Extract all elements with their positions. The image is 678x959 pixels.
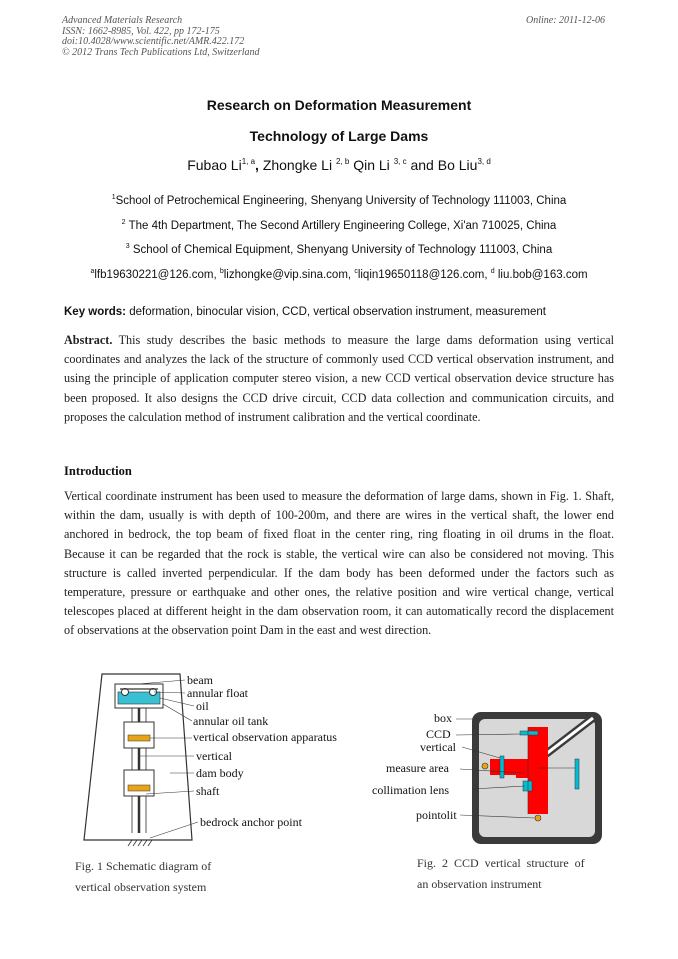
author-name: Fubao Li <box>187 157 242 173</box>
email-link[interactable]: liqin19650118@126.com <box>357 269 485 281</box>
email-link[interactable]: lfb19630221@126.com <box>94 269 214 281</box>
affiliation-text: School of Petrochemical Engineering, Shenyang University of Technology 111003, China <box>115 195 567 207</box>
figure-1-caption-line1: Fig. 1 Schematic diagram of <box>75 859 212 873</box>
online-date: Online: 2011-12-06 <box>526 15 605 26</box>
email-link[interactable]: lizhongke@vip.sina.com <box>223 269 348 281</box>
fig1-label-annular-float: annular float <box>187 686 248 700</box>
author-name: Qin Li <box>353 157 390 173</box>
figure-1-caption-line2: vertical observation system <box>75 880 207 894</box>
fig1-label-oil: oil <box>196 699 209 713</box>
author-sup: 2, b <box>335 157 350 166</box>
fig1-label-beam: beam <box>187 673 213 687</box>
affiliation-sup: 3 <box>125 243 130 250</box>
email-link[interactable]: liu.bob@163.com <box>497 269 588 281</box>
author-sup: 3, d <box>477 157 491 166</box>
affiliation-text: School of Chemical Equipment, Shenyang University of Technology 111003, China <box>132 244 553 256</box>
fig2-label-pointolit: pointolit <box>416 808 457 822</box>
journal-header <box>62 16 260 58</box>
email-sup: b <box>219 268 224 275</box>
journal-doi: doi:10.4028/www.scientific.net/AMR.422.172 <box>62 36 245 47</box>
fig2-label-vertical: vertical <box>420 740 456 754</box>
fig2-label-measure-area: measure area <box>386 761 449 775</box>
affiliation-text: The 4th Department, The Second Artillery Engineering College, Xi'an 710025, China <box>128 220 557 232</box>
fig1-label-annular-oil-tank: annular oil tank <box>193 714 269 728</box>
figure-1-caption <box>75 856 211 898</box>
email-sup: a <box>90 268 95 275</box>
pointolit-left <box>482 763 488 769</box>
figure-2-caption-line1: Fig. 2 CCD vertical structure of <box>417 856 585 870</box>
affiliation-3 <box>0 243 678 256</box>
pointolit-bottom <box>535 815 541 821</box>
fig2-label-collimation-lens: collimation lens <box>372 783 449 797</box>
section-heading-introduction: Introduction <box>64 464 132 478</box>
journal-copyright: © 2012 Trans Tech Publications Ltd, Switzerland <box>62 46 260 58</box>
apparatus-2 <box>128 785 150 791</box>
fig2-label-ccd: CCD <box>426 727 451 741</box>
affiliation-sup: 1 <box>111 194 116 201</box>
email-list: $^a$lfb19630221@126.com, $^b$lizhongke@vip.sina.com, $^c$liqin19650118@126.com, $^d$ liu.bob@163.com <box>90 268 588 281</box>
keywords-text: deformation, binocular vision, CCD, vertical observation instrument, measurement <box>129 306 546 318</box>
figure-2-caption-line2: an observation instrument <box>417 877 542 891</box>
email-sup: c <box>354 268 358 275</box>
fig1-label-apparatus: vertical observation apparatus <box>193 730 337 744</box>
fig1-label-shaft: shaft <box>196 784 220 798</box>
author-sup: 3, c <box>393 157 407 166</box>
fig1-label-dam-body: dam body <box>196 766 244 780</box>
author-name: Zhongke Li <box>262 157 333 173</box>
journal-issn: ISSN: 1662-8985, Vol. 422, pp 172-175 <box>62 25 220 37</box>
fig2-label-box: box <box>434 711 452 725</box>
paper-title-line1: Research on Deformation Measurement <box>206 97 472 113</box>
ccd-left <box>500 756 504 778</box>
fig1-label-bedrock: bedrock anchor point <box>200 815 302 829</box>
fig1-label-vertical: vertical <box>196 749 232 763</box>
bedrock-hatching <box>128 840 152 846</box>
journal-name: Advanced Materials Research <box>62 15 183 26</box>
apparatus-1 <box>128 735 150 741</box>
author-list: Fubao Li$^{1, a}$, Zhongke Li $^{2, b}$ Qin Li $^{3, c}$ and Bo Liu$^{3, d}$ <box>187 157 491 173</box>
author-sup: 1, a <box>241 157 256 166</box>
abstract <box>64 331 614 427</box>
figure-2-caption <box>417 853 607 895</box>
author-name: Bo Liu <box>437 157 478 173</box>
affiliation-1 <box>0 194 678 207</box>
keywords-label: Key words: <box>64 306 126 318</box>
abstract-label: Abstract. <box>64 333 113 347</box>
paper-title-line2: Technology of Large Dams <box>249 128 429 144</box>
ccd-right <box>575 759 579 789</box>
introduction-text: Vertical coordinate instrument has been used to measure the deformation of large dams, shown in Fig. 1. Shaft, within the dam, usually is with depth of 100-200m, and there are wires in the vertical shaft, the lower end anchored in bedrock, the top beam of fixed float in the center ring, ring floating in oil drums in the float. Because it can be regarded that the rock is stable, the vertical wire can also be considered not moving. This structure is called inverted perpendicular. If the dam body has been deformed under the factors such as temperature, pressure or earthquake and other ones, the relative position and wire vertical change, vertical telescopes placed at different height in the dam observation room, it can automatically record the displacement of observations at the observation point Dam in the east and west direction. <box>64 489 614 638</box>
figure-2-diagram <box>370 700 610 850</box>
figure-1-diagram <box>70 668 370 848</box>
observation-room-2 <box>124 770 154 796</box>
email-sup: d <box>490 268 495 275</box>
abstract-text: This study describes the basic methods to measure the large dams deformation using vertical coordinates and analyzes the lack of the structure of commonly used CCD vertical observation instrument, and using the principle of application computer stereo vision, a new CCD vertical observation device structure has been proposed. It also designs the CCD drive circuit, CCD data collection and communication circuits, and proposes the calculation method of instrument calibration and the vertical coordinate. <box>64 333 614 424</box>
affiliation-2 <box>0 219 678 232</box>
ccd-sensor <box>520 731 538 735</box>
keywords <box>64 306 546 318</box>
authors-and: and <box>410 157 434 173</box>
affiliation-sup: 2 <box>121 219 126 226</box>
